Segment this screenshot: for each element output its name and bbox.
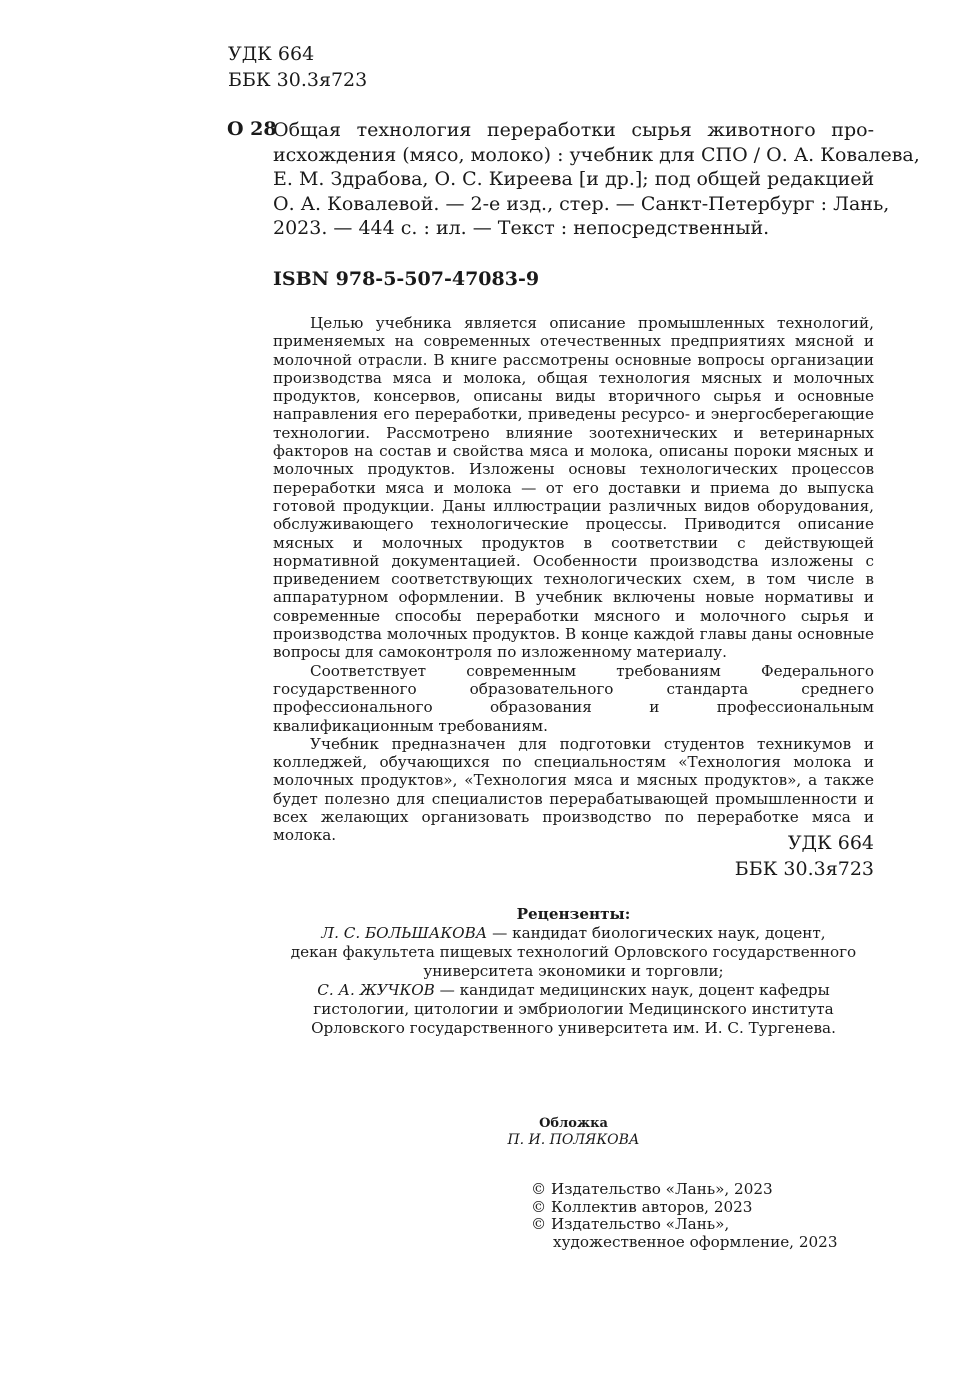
reviewer-detail: университета экономики и торговли; <box>423 962 724 980</box>
annotation-paragraph: Целью учебника является описание промышленных технологий, применяемых на современных отечественных предприятиях мясной и молочной отрасли. В книге рассмотрены основные вопросы организации производства мяса и молока, общая технология мясных и молочных продуктов, консервов, описаны виды вторичного сырья и основные направления его переработки, приведены ресурсо- и энергосберегающие технологии. Рассмотрено влияние зоотехнических и ветеринарных факторов на состав и свойства мяса и молока, описаны пороки мясных и молочных продуктов. Изложены основы технологических процессов переработки мяса и молока — от его доставки и приема до выпуска готовой продукции. Даны иллюстрации различных видов оборудования, обслуживающего технологические процессы. Приводится описание мясных и молочных продуктов в соответствии с действующей нормативной документацией. Особенности производства изложены с приведением соответствующих технологических схем, в том числе в аппаратурном оформлении. В учебник включены новые нормативы и современные способы переработки мясного и молочного сырья и производства молочных продуктов. В конце каждой главы даны основные вопросы для самоконтроля по изложенному материалу. <box>273 314 874 662</box>
cover-credit <box>273 1115 874 1149</box>
reviewer-entry <box>273 981 874 1000</box>
copyright-block <box>531 1181 838 1251</box>
annotation-paragraph: Учебник предназначен для подготовки студентов техникумов и колледжей, обучающихся по специальностям «Технология молока и молочных продуктов», «Технология мяса и мясных продуктов», а также будет полезно для специалистов перерабатывающей промышленности и всех желающих организовать производство по переработке мяса и молока. <box>273 734 874 845</box>
reviewer-name: Л. С. БОЛЬШАКОВА <box>321 924 488 942</box>
copyright-line: © Коллектив авторов, 2023 <box>531 1197 753 1216</box>
annotation <box>273 314 874 845</box>
reviewer-detail: гистологии, цитологии и эмбриологии Медицинского института <box>313 1000 834 1018</box>
reviewers-block <box>273 905 874 1038</box>
reviewer-detail: Орловского государственного университета им. И. С. Тургенева. <box>311 1019 836 1037</box>
bibliographic-line: 2023. — 444 с. : ил. — Текст : непосредственный. <box>273 217 770 240</box>
classification-block-repeat <box>600 830 874 882</box>
cover-heading: Обложка <box>539 1116 608 1131</box>
bbk-code: ББК 30.3я723 <box>734 858 874 880</box>
bbk-code: ББК 30.3я723 <box>228 69 368 91</box>
udk-code: УДК 664 <box>228 43 315 65</box>
bibliographic-line: О. А. Ковалевой. — 2-е изд., стер. — Санкт-Петербург : Лань, <box>273 192 890 215</box>
copyright-line: © Издательство «Лань», 2023 <box>531 1180 773 1198</box>
copyright-line: художественное оформление, 2023 <box>553 1232 838 1251</box>
annotation-paragraph: Соответствует современным требованиям Федерального государственного образовательного стандарта среднего профессионального образования и профессиональным квалификационным требованиям. <box>273 661 874 735</box>
author-mark: О 28 <box>227 118 277 140</box>
classification-block <box>228 41 367 93</box>
bibliographic-line: Е. М. Здрабова, О. С. Киреева [и др.]; под общей редакцией <box>273 168 875 191</box>
reviewer-entry <box>273 924 874 943</box>
reviewer-detail: — кандидат медицинских наук, доцент кафедры <box>434 981 830 999</box>
cover-designer-name: П. И. ПОЛЯКОВА <box>507 1132 640 1148</box>
isbn: ISBN 978-5-507-47083-9 <box>273 268 540 290</box>
reviewer-detail: — кандидат биологических наук, доцент, <box>487 924 826 942</box>
reviewer-name: С. А. ЖУЧКОВ <box>317 981 435 999</box>
bibliographic-record <box>273 118 920 241</box>
udk-code: УДК 664 <box>787 832 874 854</box>
reviewers-heading: Рецензенты: <box>516 905 631 923</box>
copyright-line: © Издательство «Лань», <box>531 1215 730 1233</box>
reviewer-detail: декан факультета пищевых технологий Орловского государственного <box>290 943 857 961</box>
bibliographic-line: исхождения (мясо, молоко) : учебник для СПО / О. А. Ковалева, <box>273 143 920 166</box>
bibliographic-line: Общая технология переработки сырья животного про- <box>273 119 874 141</box>
